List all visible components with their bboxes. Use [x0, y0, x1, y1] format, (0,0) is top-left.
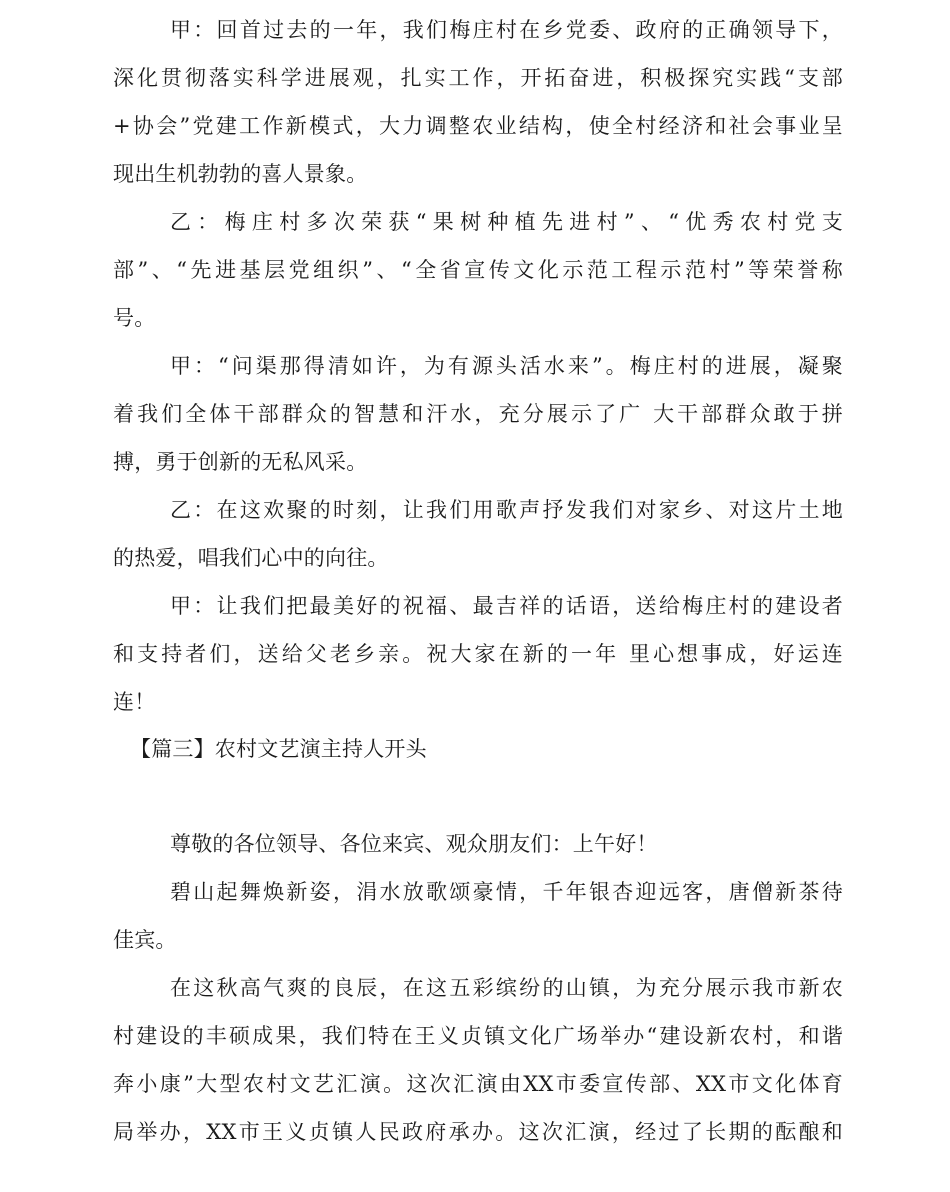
text-line: 连！: [113, 690, 156, 714]
text-line: 甲：“问渠那得清如许，为有源头活水来”。梅庄村的进展，凝聚: [170, 354, 843, 378]
text-line: 的热爱，唱我们心中的向往。: [113, 546, 389, 570]
text-line: 奔小康”大型农村文艺汇演。这次汇演由XX市委宣传部、XX市文化体育: [113, 1072, 843, 1096]
text-line: 部”、“先进基层党组织”、“全省宣传文化示范工程示范村”等荣誉称: [113, 258, 843, 282]
text-line: 佳宾。: [113, 928, 177, 952]
text-line: 甲：让我们把最美好的祝福、最吉祥的话语，送给梅庄村的建设者: [170, 594, 843, 618]
text-line: 乙：在这欢聚的时刻，让我们用歌声抒发我们对家乡、对这片土地: [170, 498, 843, 522]
text-line: 搏，勇于创新的无私风采。: [113, 450, 368, 474]
text-line: 乙：梅庄村多次荣获“果树种植先进村”、“优秀农村党支: [170, 210, 843, 234]
text-line: 碧山起舞焕新姿，涓水放歌颂豪情，千年银杏迎远客，唐僧新茶待: [170, 880, 843, 904]
text-line: 深化贯彻落实科学进展观，扎实工作，开拓奋进，积极探究实践“支部: [113, 66, 843, 90]
section-heading: 【篇三】农村文艺演主持人开头: [130, 737, 427, 761]
text-line: 村建设的丰硕成果，我们特在王义贞镇文化广场举办“建设新农村，和谐: [113, 1024, 843, 1048]
text-line: 号。: [113, 306, 156, 330]
text-line: 甲：回首过去的一年，我们梅庄村在乡党委、政府的正确领导下，: [170, 18, 843, 42]
text-line: 着我们全体干部群众的智慧和汗水，充分展示了广 大干部群众敢于拼: [113, 402, 843, 426]
text-line: +协会”党建工作新模式，大力调整农业结构，使全村经济和社会事业呈: [113, 114, 843, 138]
text-line: 在这秋高气爽的良辰，在这五彩缤纷的山镇，为充分展示我市新农: [170, 976, 843, 1000]
text-line: 现出生机勃勃的喜人景象。: [113, 162, 368, 186]
text-line: 和支持者们，送给父老乡亲。祝大家在新的一年 里心想事成，好运连: [113, 642, 843, 666]
text-line: 局举办，XX市王义贞镇人民政府承办。这次汇演，经过了长期的酝酿和: [113, 1120, 843, 1144]
text-line: 尊敬的各位领导、各位来宾、观众朋友们：上午好！: [170, 832, 658, 856]
